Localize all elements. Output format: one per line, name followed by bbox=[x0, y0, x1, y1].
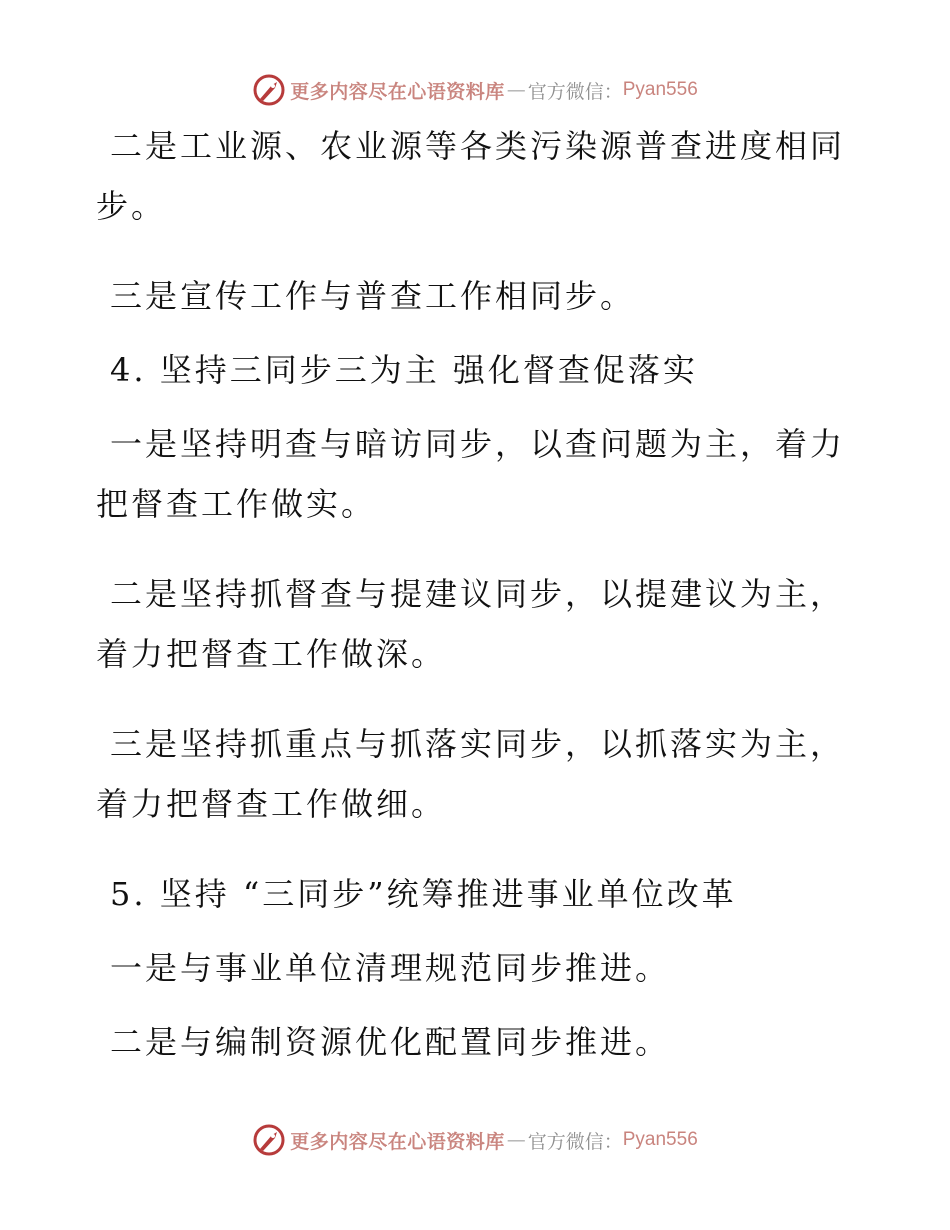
pen-nib-logo-icon bbox=[252, 73, 286, 107]
paragraph: 三是宣传工作与普查工作相同步。 bbox=[110, 277, 636, 315]
paragraph: 一是坚持明查与暗访同步，以查问题为主，着力把督查工作做实。 bbox=[96, 425, 846, 523]
watermark-wechat-id: Pyan556 bbox=[622, 1129, 698, 1150]
pen-nib-logo-icon bbox=[252, 1123, 286, 1157]
watermark-wechat-id: Pyan556 bbox=[622, 79, 698, 100]
section-heading: 5. 坚持 “三同步”统筹推进事业单位改革 bbox=[110, 875, 737, 913]
footer-watermark bbox=[0, 1120, 950, 1160]
watermark-site-text: 更多内容尽在心语资料库 bbox=[290, 80, 505, 103]
paragraph: 一是与事业单位清理规范同步推进。 bbox=[110, 949, 671, 987]
watermark-site-text: 更多内容尽在心语资料库 bbox=[290, 1130, 505, 1153]
document-body bbox=[96, 116, 856, 1086]
watermark-label: 官方微信： bbox=[527, 80, 623, 103]
paragraph: 二是工业源、农业源等各类污染源普查进度相同步。 bbox=[96, 127, 846, 225]
section-heading: 4. 坚持三同步三为主 强化督查促落实 bbox=[110, 351, 698, 389]
header-watermark bbox=[0, 70, 950, 110]
paragraph: 二是与编制资源优化配置同步推进。 bbox=[110, 1023, 671, 1061]
paragraph: 三是坚持抓重点与抓落实同步，以抓落实为主，着力把督查工作做细。 bbox=[96, 725, 846, 823]
watermark-dash: — bbox=[506, 79, 526, 101]
watermark-dash: — bbox=[506, 1129, 526, 1151]
paragraph: 二是坚持抓督查与提建议同步，以提建议为主，着力把督查工作做深。 bbox=[96, 575, 846, 673]
watermark-label: 官方微信： bbox=[527, 1130, 623, 1153]
